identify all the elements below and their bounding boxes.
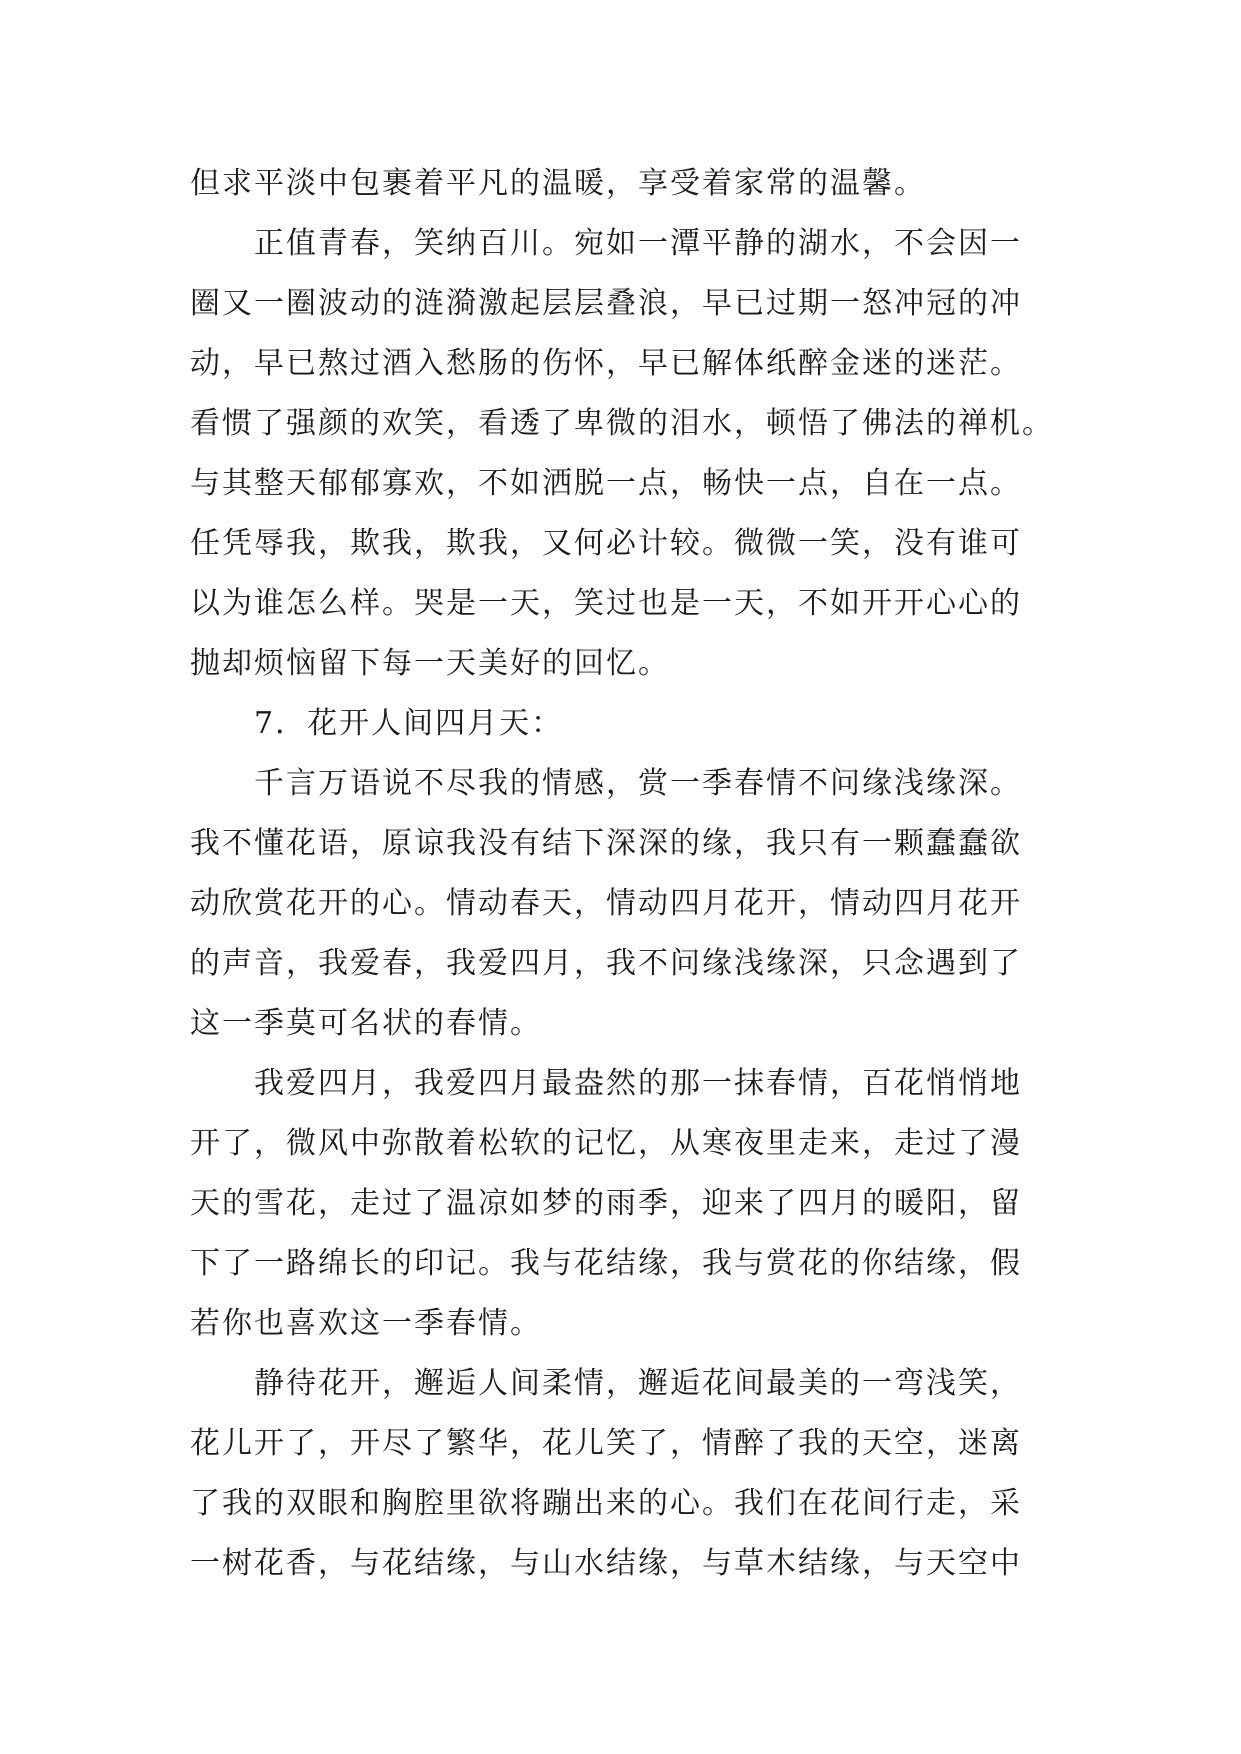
text-line: 了我的双眼和胸腔里欲将蹦出来的心。我们在花间行走，采 [190,1486,1022,1521]
text-line: 但求平淡中包裹着平凡的温暖，享受着家常的温馨。 [190,166,926,201]
text-line: 花儿开了，开尽了繁华，花儿笑了，情醉了我的天空，迷离 [190,1426,1022,1461]
text-line: 动欣赏花开的心。情动春天，情动四月花开，情动四月花开 [190,886,1022,921]
document-body [190,154,1060,1594]
text-line: 下了一路绵长的印记。我与花结缘，我与赏花的你结缘，假 [190,1246,1022,1281]
text-line: 的声音，我爱春，我爱四月，我不问缘浅缘深，只念遇到了 [190,946,1022,981]
text-line: 天的雪花，走过了温凉如梦的雨季，迎来了四月的暖阳，留 [190,1186,1022,1221]
text-line: 静待花开，邂逅人间柔情，邂逅花间最美的一弯浅笑， [254,1366,1022,1401]
text-line: 我爱四月，我爱四月最盎然的那一抹春情，百花悄悄地 [254,1066,1022,1101]
text-line: 动，早已熬过酒入愁肠的伤怀，早已解体纸醉金迷的迷茫。 [190,346,1022,381]
text-line: 与其整天郁郁寡欢，不如洒脱一点，畅快一点，自在一点。 [190,466,1022,501]
text-line: 抛却烦恼留下每一天美好的回忆。 [190,646,670,681]
text-line: 我不懂花语，原谅我没有结下深深的缘，我只有一颗蠢蠢欲 [190,826,1022,861]
text-line: 一树花香，与花结缘，与山水结缘，与草木结缘，与天空中 [190,1546,1022,1581]
text-line: 这一季莫可名状的春情。 [190,1006,542,1041]
text-line: 正值青春，笑纳百川。宛如一潭平静的湖水，不会因一 [254,226,1022,261]
section-heading: 7．花开人间四月天： [254,706,564,741]
text-line: 若你也喜欢这一季春情。 [190,1306,542,1341]
text-line: 圈又一圈波动的涟漪激起层层叠浪，早已过期一怒冲冠的冲 [190,286,1022,321]
text-line: 开了，微风中弥散着松软的记忆，从寒夜里走来，走过了漫 [190,1126,1022,1161]
text-line: 任凭辱我，欺我，欺我，又何必计较。微微一笑，没有谁可 [190,526,1022,561]
text-line: 千言万语说不尽我的情感，赏一季春情不问缘浅缘深。 [254,766,1022,801]
text-line: 以为谁怎么样。哭是一天，笑过也是一天，不如开开心心的 [190,586,1022,621]
text-line: 看惯了强颜的欢笑，看透了卑微的泪水，顿悟了佛法的禅机。 [190,406,1054,441]
